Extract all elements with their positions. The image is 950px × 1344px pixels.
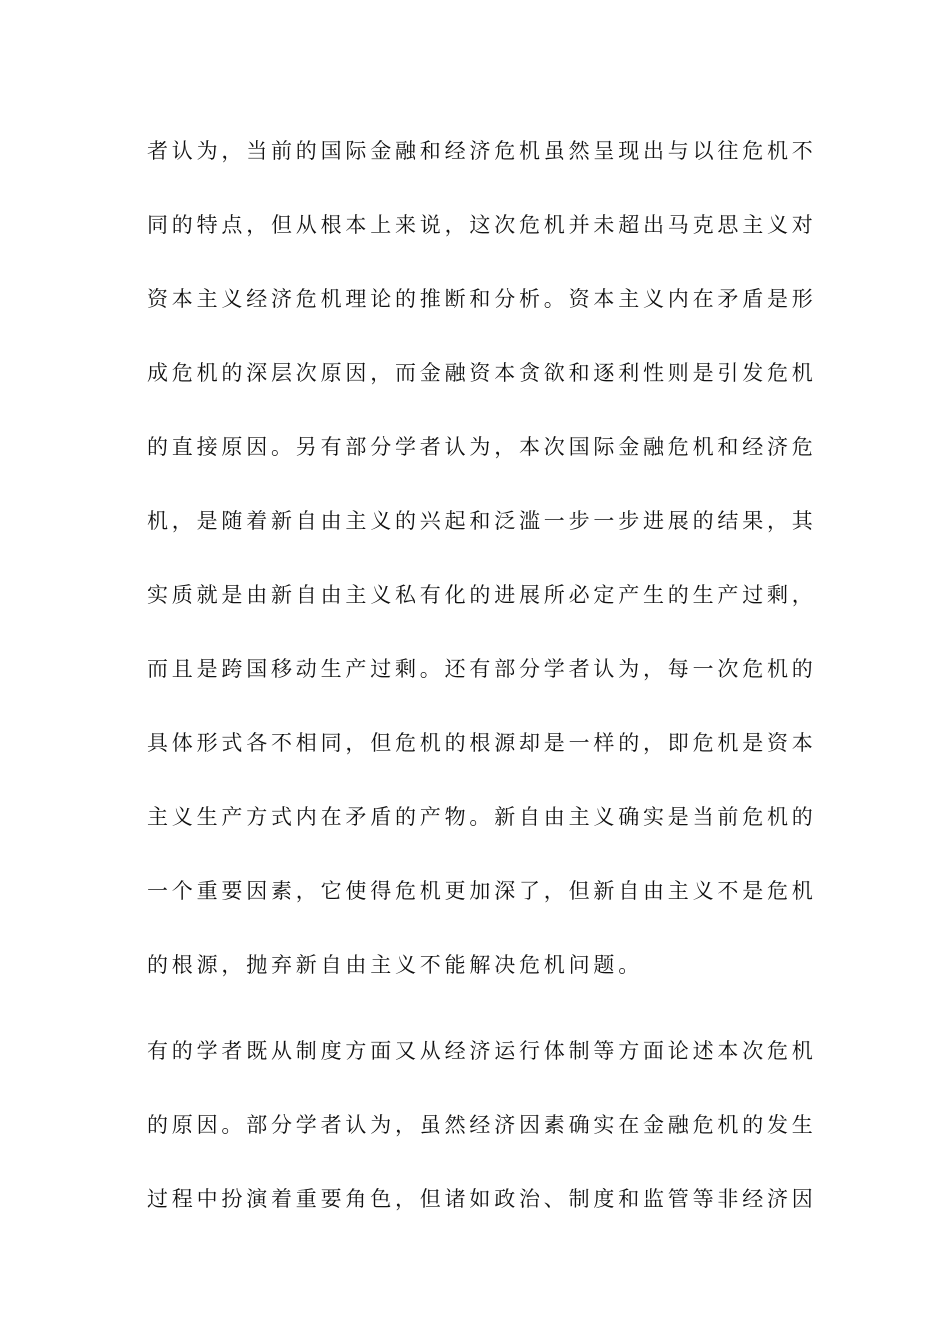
text-line: 而且是跨国移动生产过剩。还有部分学者认为，每一次危机的 <box>147 657 817 681</box>
text-line: 具体形式各不相同，但危机的根源却是一样的，即危机是资本 <box>147 731 817 755</box>
text-line: 的直接原因。另有部分学者认为，本次国际金融危机和经济危 <box>147 435 817 459</box>
text-line: 过程中扮演着重要角色，但诸如政治、制度和监管等非经济因 <box>147 1187 817 1211</box>
text-line: 成危机的深层次原因，而金融资本贪欲和逐利性则是引发危机 <box>147 361 817 385</box>
text-line: 者认为，当前的国际金融和经济危机虽然呈现出与以往危机不 <box>147 139 817 163</box>
text-line: 资本主义经济危机理论的推断和分析。资本主义内在矛盾是形 <box>147 287 817 311</box>
text-line: 的根源，抛弃新自由主义不能解决危机问题。 <box>147 953 643 977</box>
text-line: 机，是随着新自由主义的兴起和泛滥一步一步进展的结果，其 <box>147 509 817 533</box>
text-line: 有的学者既从制度方面又从经济运行体制等方面论述本次危机 <box>147 1039 817 1063</box>
text-line: 实质就是由新自由主义私有化的进展所必定产生的生产过剩， <box>147 583 817 607</box>
paragraph-2 <box>147 1036 817 1258</box>
paragraph-1 <box>147 136 817 1024</box>
text-line: 主义生产方式内在矛盾的产物。新自由主义确实是当前危机的 <box>147 805 817 829</box>
text-line: 同的特点，但从根本上来说，这次危机并未超出马克思主义对 <box>147 213 817 237</box>
text-line: 的原因。部分学者认为，虽然经济因素确实在金融危机的发生 <box>147 1113 817 1137</box>
text-line: 一个重要因素，它使得危机更加深了，但新自由主义不是危机 <box>147 879 817 903</box>
